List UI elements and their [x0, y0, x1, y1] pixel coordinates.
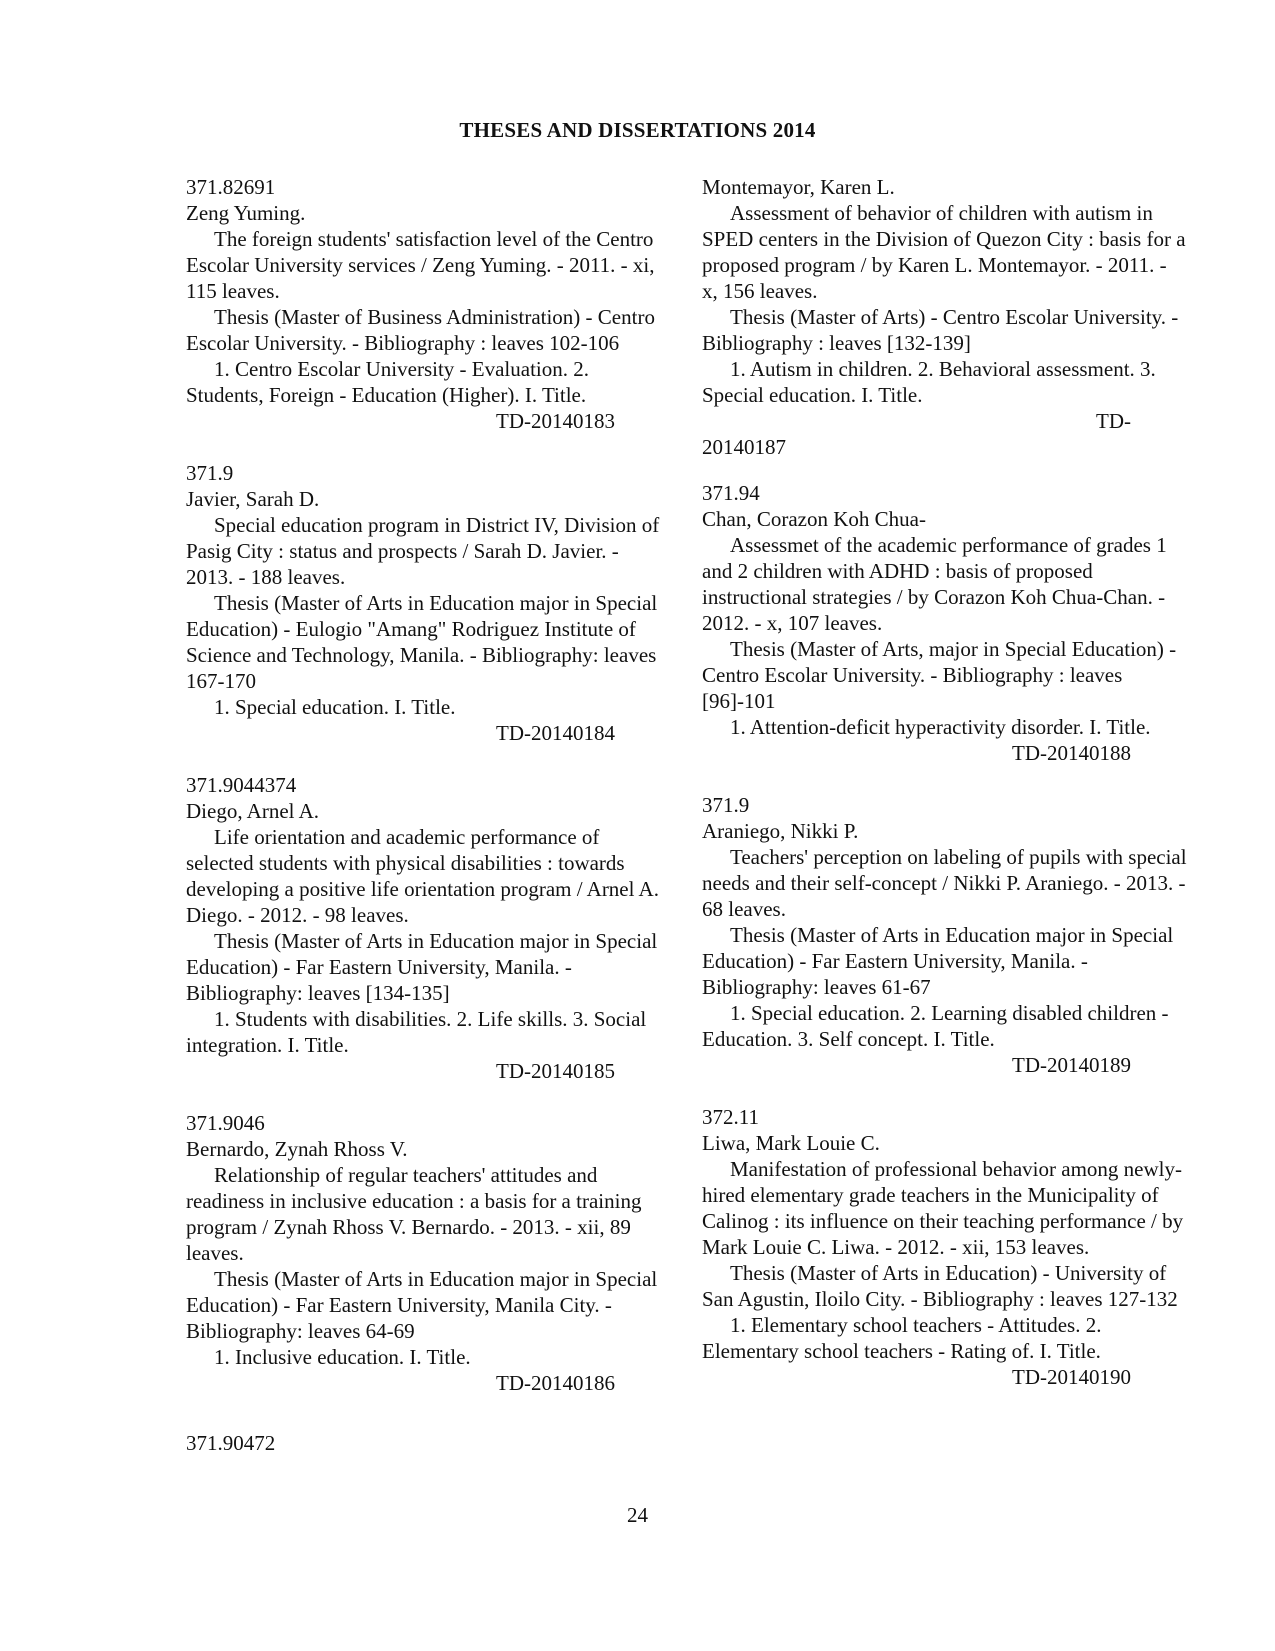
- catalog-entry: [186, 174, 671, 434]
- catalog-entry: [702, 480, 1187, 766]
- subject-headings: 1. Elementary school teachers - Attitudes. 2. Elementary school teachers - Rating of. I. Title.: [702, 1313, 1102, 1363]
- title-statement: The foreign students' satisfaction level of the Centro Escolar University services / Zeng Yuming. - 2011. - xi, 115 leaves.: [186, 227, 655, 303]
- catalog-entry: [702, 174, 1187, 460]
- left-column: [186, 174, 671, 1482]
- title-statement: Assessmet of the academic performance of grades 1 and 2 children with ADHD : basis of proposed instructional strategies / by Corazon Koh Chua-Chan. - 2012. - x, 107 leaves.: [702, 533, 1167, 635]
- call-number: 371.9: [702, 793, 750, 817]
- td-number: TD-20140185: [496, 1059, 615, 1083]
- subject-headings: 1. Inclusive education. I. Title.: [214, 1345, 471, 1369]
- author: Liwa, Mark Louie C.: [702, 1131, 880, 1155]
- author: Chan, Corazon Koh Chua-: [702, 507, 926, 531]
- subject-headings: 1. Special education. 2. Learning disabled children - Education. 3. Self concept. I. Title.: [702, 1001, 1169, 1051]
- catalog-entry: [702, 1104, 1187, 1390]
- title-statement: Special education program in District IV, Division of Pasig City : status and prospects / Sarah D. Javier. - 2013. - 188 leaves.: [186, 513, 660, 589]
- thesis-note: Thesis (Master of Arts in Education major in Special Education) - Eulogio "Amang" Rodriguez Institute of Science and Technology, Manila. - Bibliography: leaves 167-170: [186, 591, 658, 693]
- td-number: TD-20140186: [496, 1371, 615, 1395]
- right-column: [702, 174, 1187, 1416]
- thesis-note: Thesis (Master of Arts) - Centro Escolar University. - Bibliography : leaves [132-139]: [702, 305, 1179, 355]
- call-number: 371.9046: [186, 1111, 265, 1135]
- td-number: TD-20140183: [496, 409, 615, 433]
- author: Araniego, Nikki P.: [702, 819, 859, 843]
- thesis-note: Thesis (Master of Arts in Education major in Special Education) - Far Eastern University, Manila. - Bibliography: leaves [134-135]: [186, 929, 658, 1005]
- call-number: 371.9044374: [186, 773, 297, 797]
- td-number: TD-20140184: [496, 721, 615, 745]
- title-statement: Manifestation of professional behavior among newly-hired elementary grade teachers in the Municipality of Calinog : its influence on their teaching performance / by Mark Louie C. Liwa. - 2012. - xii, 153 leaves.: [702, 1157, 1184, 1259]
- subject-headings: 1. Centro Escolar University - Evaluation. 2. Students, Foreign - Education (Higher). I. Title.: [186, 357, 589, 407]
- td-number-part: 20140187: [702, 435, 786, 459]
- call-number: 371.90472: [186, 1431, 276, 1455]
- call-number: 371.9: [186, 461, 234, 485]
- author: Bernardo, Zynah Rhoss V.: [186, 1137, 408, 1161]
- catalog-entry: [186, 772, 671, 1084]
- author: Zeng Yuming.: [186, 201, 306, 225]
- td-number-part: TD-: [1096, 409, 1131, 433]
- author: Diego, Arnel A.: [186, 799, 319, 823]
- td-number: TD-20140189: [1012, 1053, 1131, 1077]
- page-title: THESES AND DISSERTATIONS 2014: [459, 118, 816, 142]
- call-number: 371.82691: [186, 175, 276, 199]
- thesis-note: Thesis (Master of Arts, major in Special Education) - Centro Escolar University. - Bibliography : leaves [96]-101: [702, 637, 1177, 713]
- subject-headings: 1. Attention-deficit hyperactivity disorder. I. Title.: [730, 715, 1151, 739]
- subject-headings: 1. Special education. I. Title.: [214, 695, 456, 719]
- title-statement: Life orientation and academic performance of selected students with physical disabilities : towards developing a positive life orientation program / Arnel A. Diego. - 2012. - 98 leaves.: [186, 825, 659, 927]
- title-statement: Assessment of behavior of children with autism in SPED centers in the Division of Quezon City : basis for a proposed program / by Karen L. Montemayor. - 2011. - x, 156 leaves.: [702, 201, 1186, 303]
- author: Javier, Sarah D.: [186, 487, 320, 511]
- call-number: 371.94: [702, 481, 760, 505]
- td-number: TD-20140188: [1012, 741, 1131, 765]
- catalog-entry: [186, 460, 671, 746]
- page-number: 24: [627, 1503, 648, 1527]
- subject-headings: 1. Students with disabilities. 2. Life skills. 3. Social integration. I. Title.: [186, 1007, 647, 1057]
- title-statement: Relationship of regular teachers' attitudes and readiness in inclusive education : a basis for a training program / Zynah Rhoss V. Bernardo. - 2013. - xii, 89 leaves.: [186, 1163, 642, 1265]
- thesis-note: Thesis (Master of Arts in Education) - University of San Agustin, Iloilo City. - Bibliography : leaves 127-132: [702, 1261, 1178, 1311]
- subject-headings: 1. Autism in children. 2. Behavioral assessment. 3. Special education. I. Title.: [702, 357, 1156, 407]
- thesis-note: Thesis (Master of Arts in Education major in Special Education) - Far Eastern University, Manila City. - Bibliography: leaves 64-69: [186, 1267, 658, 1343]
- call-number: 372.11: [702, 1105, 759, 1129]
- td-number: TD-20140190: [1012, 1365, 1131, 1389]
- thesis-note: Thesis (Master of Arts in Education major in Special Education) - Far Eastern University, Manila. - Bibliography: leaves 61-67: [702, 923, 1174, 999]
- author: Montemayor, Karen L.: [702, 175, 895, 199]
- catalog-entry: [702, 792, 1187, 1078]
- catalog-entry: [186, 1110, 671, 1396]
- catalog-entry: [186, 1430, 671, 1456]
- thesis-note: Thesis (Master of Business Administration) - Centro Escolar University. - Bibliography : leaves 102-106: [186, 305, 655, 355]
- title-statement: Teachers' perception on labeling of pupils with special needs and their self-concept / Nikki P. Araniego. - 2013. - 68 leaves.: [702, 845, 1187, 921]
